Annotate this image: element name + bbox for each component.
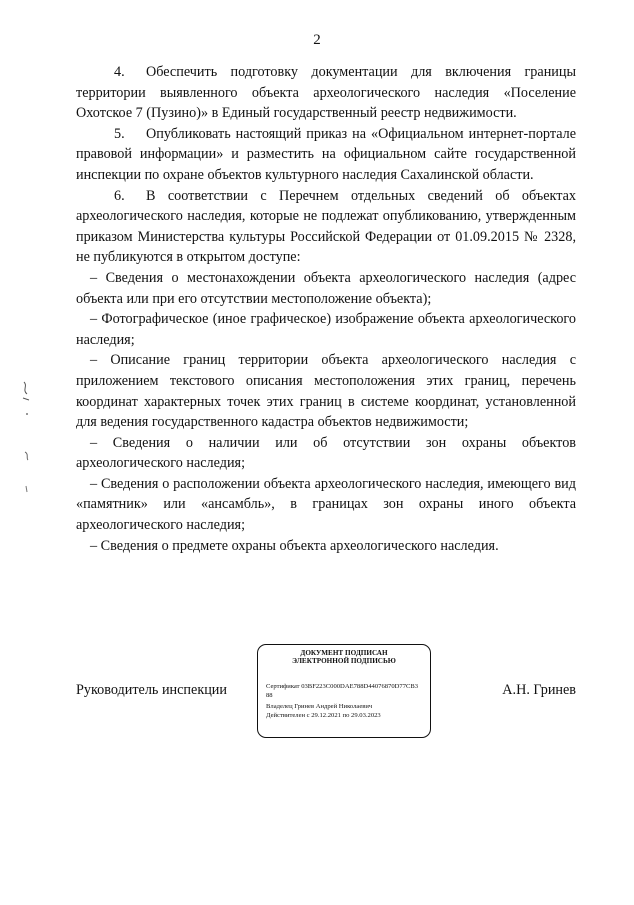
signature-block <box>76 644 576 740</box>
scan-artifact-icon <box>20 380 34 500</box>
paragraph-5 <box>76 124 576 186</box>
bullet-item: – Описание границ территории объекта археологического наследия с приложением текстового описания местоположения этих границ, перечень координат характерных точек этих границ в системе координат, установленной для ведения государственного кадастра объектов недвижимости; <box>76 352 576 431</box>
paragraph-number: 5. <box>114 125 125 142</box>
paragraph-6 <box>76 186 576 268</box>
paragraph-number: 4. <box>114 64 125 80</box>
signer-name: А.Н. Гринев <box>502 682 576 698</box>
signer-position: Руководитель инспекции <box>76 682 227 698</box>
bullet-item: – Фотографическое (иное графическое) изображение объекта археологического наследия; <box>76 311 576 348</box>
stamp-validity: Действителен с 29.12.2021 по 29.03.2023 <box>266 712 381 719</box>
bullet-item: – Сведения о расположении объекта археологического наследия, имеющего вид «памятник» или «ансамбль», в границах зон охраны иного объекта археологического наследия; <box>76 475 576 534</box>
stamp-header <box>258 649 430 666</box>
paragraph-number: 6. <box>114 187 125 204</box>
paragraph-4 <box>76 62 576 124</box>
page-number: 2 <box>313 32 321 48</box>
document-body <box>76 62 576 556</box>
bullet-item: – Сведения о предмете охраны объекта археологического наследия. <box>90 537 499 554</box>
bullet-item: – Сведения о местонахождении объекта археологического наследия (адрес объекта или при его отсутствии местоположение объекта); <box>76 269 576 307</box>
stamp-header-line1: ДОКУМЕНТ ПОДПИСАН <box>300 649 388 657</box>
bullet-item: – Сведения о наличии или об отсутствии зон охраны объектов археологического наследия; <box>76 434 576 472</box>
paragraph-text: Обеспечить подготовку документации для включения границы территории выявленного объекта археологического наследия «Поселение Охотское 7 (Пузино)» в Единый государственный реестр недвижимости. <box>76 64 576 122</box>
electronic-signature-stamp <box>257 644 431 738</box>
stamp-certificate-cont: 88 <box>266 692 273 699</box>
stamp-certificate: Сертификат 03BF223C000DAE788D44076870D77CB3 <box>266 683 419 690</box>
paragraph-text: Опубликовать настоящий приказ на «Официальном интернет-портале правовой информации» и разместить на официальном сайте государственной инспекции по охране объектов культурного наследия Сахалинской области. <box>76 125 576 183</box>
stamp-header-line2: ЭЛЕКТРОННОЙ ПОДПИСЬЮ <box>292 657 396 666</box>
paragraph-text: В соответствии с Перечнем отдельных сведений об объектах археологического наследия, которые не подлежат опубликованию, утвержденным приказом Министерства культуры Российской Федерации от 01.09.2015 № 2328, не публикуются в открытом доступе: <box>76 187 576 266</box>
stamp-owner: Владелец Гринев Андрей Николаевич <box>266 703 373 710</box>
